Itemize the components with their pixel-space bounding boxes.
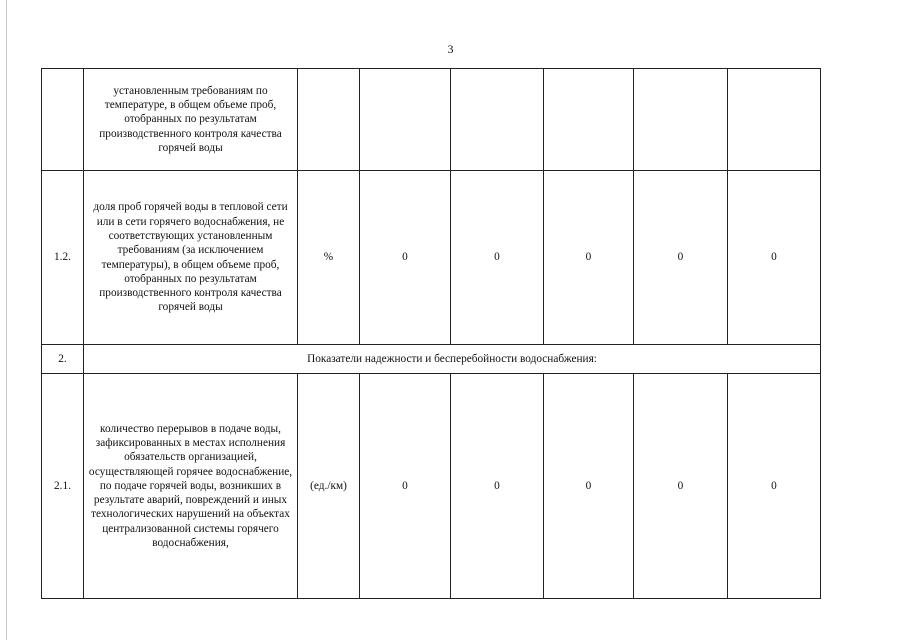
value-cell: 0	[634, 171, 728, 345]
unit-cell: (ед./км)	[298, 374, 360, 599]
value-cell	[634, 69, 728, 171]
section-title: Показатели надежности и бесперебойности водоснабжения:	[84, 345, 821, 374]
table-row	[42, 345, 821, 374]
value-cell	[451, 69, 544, 171]
value-cell: 0	[728, 374, 821, 599]
value-cell: 0	[451, 374, 544, 599]
table-row	[42, 69, 821, 171]
value-cell	[544, 69, 634, 171]
table-row	[42, 171, 821, 345]
value-cell: 0	[360, 374, 451, 599]
indicators-table	[41, 68, 821, 599]
value-cell	[728, 69, 821, 171]
table-row	[42, 374, 821, 599]
value-cell: 0	[451, 171, 544, 345]
row-number	[42, 69, 84, 171]
unit-cell: %	[298, 171, 360, 345]
indicator-description: доля проб горячей воды в тепловой сети или в сети горячего водоснабжения, не соответствующих установленным требованиям (за исключением температуры), в общем объеме проб, отобранных по результатам производственного контроля качества горячей воды	[84, 171, 298, 345]
row-number: 2.	[42, 345, 84, 374]
value-cell: 0	[360, 171, 451, 345]
value-cell	[360, 69, 451, 171]
value-cell: 0	[544, 374, 634, 599]
value-cell: 0	[728, 171, 821, 345]
row-number: 2.1.	[42, 374, 84, 599]
value-cell: 0	[544, 171, 634, 345]
page-edge-line	[6, 0, 7, 640]
page-number: 3	[447, 42, 454, 56]
row-number: 1.2.	[42, 171, 84, 345]
unit-cell	[298, 69, 360, 171]
indicator-description: количество перерывов в подаче воды, зафиксированных в местах исполнения обязательств организацией, осуществляющей горячее водоснабжение, по подаче горячей воды, возникших в результате аварий, повреждений и иных технологических нарушений на объектах централизованной системы горячего водоснабжения,	[84, 374, 298, 599]
indicator-description: установленным требованиям по температуре, в общем объеме проб, отобранных по результатам производственного контроля качества горячей воды	[84, 69, 298, 171]
value-cell: 0	[634, 374, 728, 599]
